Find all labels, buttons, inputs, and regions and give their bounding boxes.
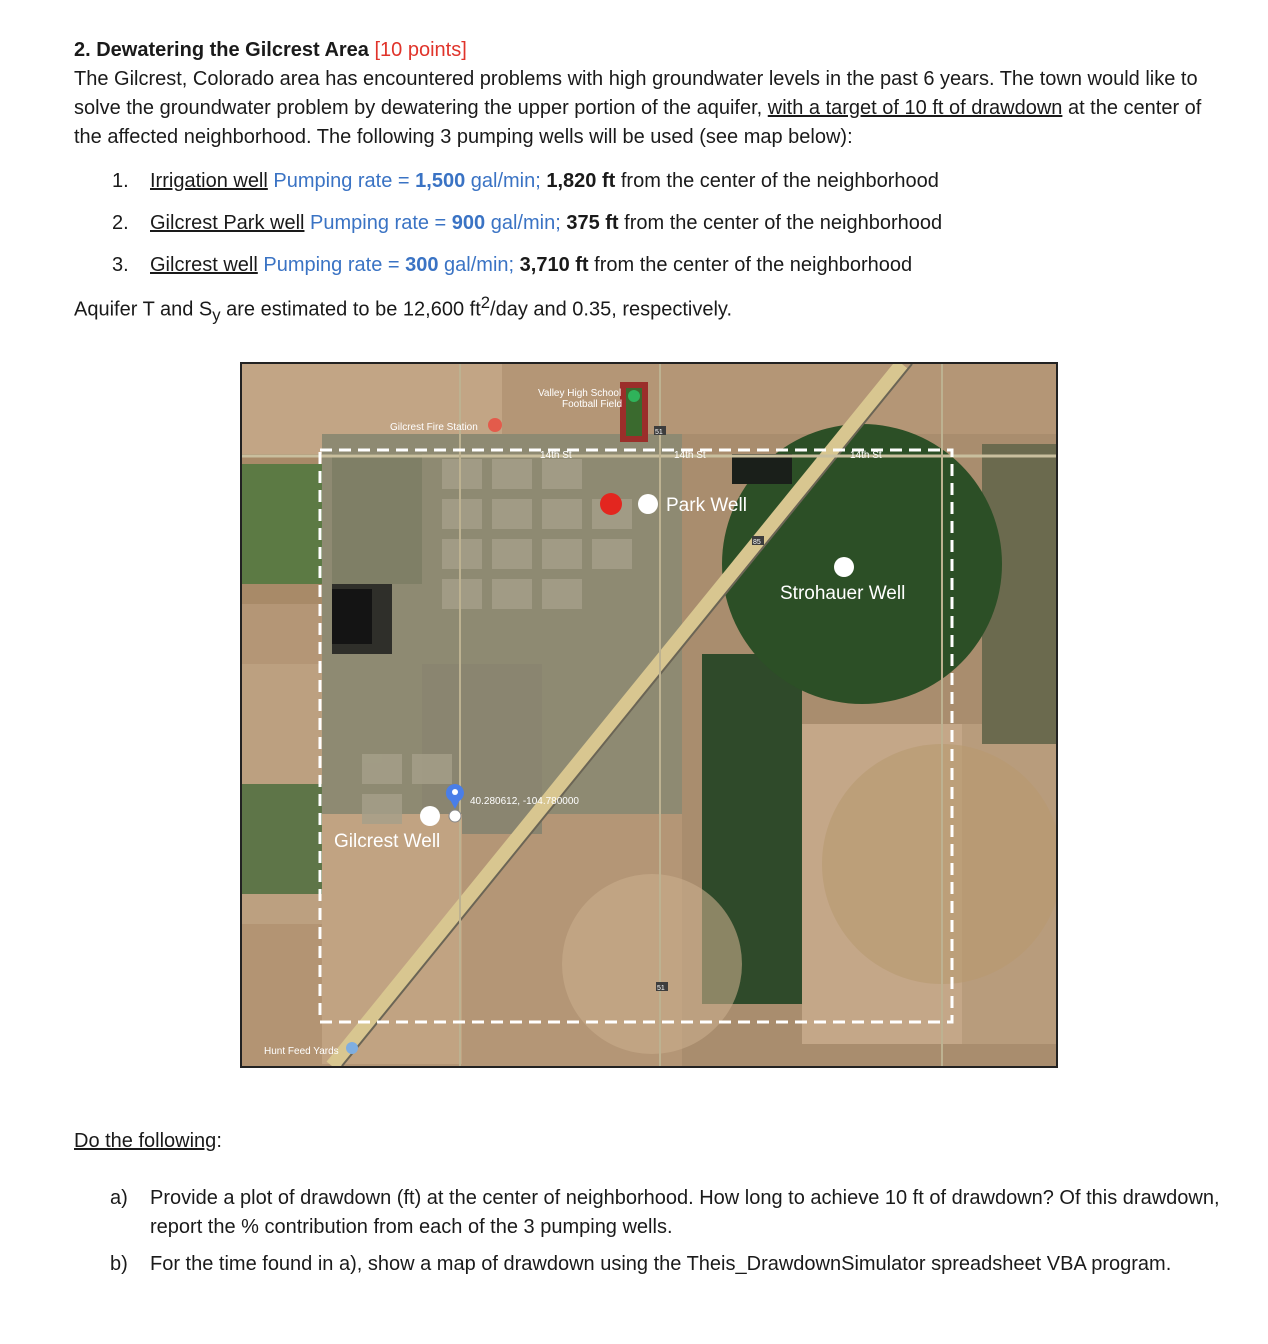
svg-text:51: 51 (657, 985, 665, 992)
street-label: 14th St (540, 450, 572, 461)
question-heading (74, 36, 1234, 65)
street-label: 14th St (674, 450, 706, 461)
svg-text:85: 85 (753, 539, 761, 546)
place-pin-icon (449, 810, 461, 822)
list-item: b) For the time found in a), show a map of drawdown using the Theis_DrawdownSimulator spreadsheet VBA program. (110, 1253, 1172, 1275)
hunt-feed-label: Hunt Feed Yards (264, 1046, 339, 1057)
well-distance: 3,710 ft (519, 254, 589, 276)
well-name: Gilcrest Park well (150, 212, 305, 234)
list-item: 2. Gilcrest Park well Pumping rate = 900 gal/min; 375 ft from the center of the neighborhood (112, 212, 943, 234)
intro-target: with a target of 10 ft of drawdown (767, 97, 1063, 119)
strohauer-well-marker (834, 557, 854, 577)
list-item: 3. Gilcrest well Pumping rate = 300 gal/min; 3,710 ft from the center of the neighborhood (112, 254, 913, 276)
fire-station-icon (488, 418, 502, 432)
well-list (74, 160, 1234, 286)
school-pin-icon (628, 390, 640, 402)
well-rate: 1,500 (415, 170, 466, 192)
satellite-map (240, 362, 1058, 1068)
well-distance: 1,820 ft (546, 170, 616, 192)
gilcrest-well-marker (420, 806, 440, 826)
field-label: Football Field (562, 399, 623, 410)
aquifer-parameters: Aquifer T and $S_y$ are estimated to be 12,600 $ft^2$/day and 0.35, respectively. (74, 293, 733, 325)
gilcrest-well-label: Gilcrest Well (334, 831, 441, 852)
list-item: a) Provide a plot of drawdown (ft) at the center of neighborhood. How long to achieve 10 ft of drawdown? Of this drawdown, report the % contribution from each of the 3 pumping wells. (110, 1187, 1220, 1238)
question-title: 2. Dewatering the Gilcrest Area (74, 39, 369, 61)
task-list (110, 1184, 1220, 1287)
question-block (74, 36, 1234, 330)
school-label: Valley High School (538, 388, 622, 399)
park-well-label: Park Well (666, 495, 747, 516)
well-name: Gilcrest well (150, 254, 258, 276)
park-well-marker (638, 494, 658, 514)
neighborhood-center-marker (600, 493, 622, 515)
question-intro (74, 65, 1234, 152)
hunt-feed-pin-icon (346, 1042, 358, 1054)
points-badge: [10 points] (374, 39, 467, 61)
coordinate-label: 40.280612, -104.780000 (470, 796, 579, 807)
strohauer-well-label: Strohauer Well (780, 583, 906, 604)
do-following-heading: Do the following: (74, 1130, 222, 1152)
street-label: 14th St (850, 450, 882, 461)
well-distance: 375 ft (566, 212, 619, 234)
fire-station-label: Gilcrest Fire Station (390, 422, 478, 433)
well-name: Irrigation well (150, 170, 268, 192)
well-rate: 300 (405, 254, 439, 276)
list-item: 1. Irrigation well Pumping rate = 1,500 gal/min; 1,820 ft from the center of the neighborhood (112, 170, 939, 192)
well-rate: 900 (451, 212, 486, 234)
intro-text: The Gilcrest, Colorado area has encountered problems with high groundwater levels in the past 6 years. The town would like to solve the groundwater problem by dewatering the upper portion of the aquifer, (74, 68, 1198, 119)
svg-text:51: 51 (655, 429, 663, 436)
intro-text-end: at the center of the affected neighborhood. The following 3 pumping wells will be used (see map below): (74, 97, 1202, 148)
